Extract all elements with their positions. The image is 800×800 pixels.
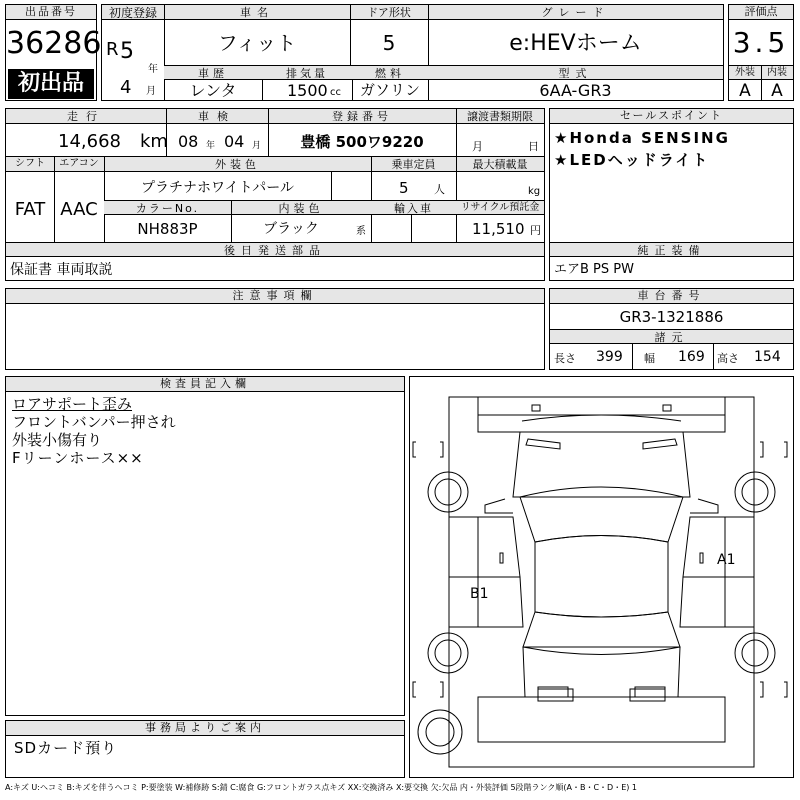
chassis-label: 車台番号 (550, 289, 793, 304)
damage-mark-a1: A1 (717, 552, 736, 568)
height: 154 (754, 349, 781, 365)
import-label: 輸入車 (394, 202, 433, 215)
first-reg-label: 初度登録 (108, 6, 157, 20)
color-code-label: カラーNo. (135, 202, 200, 215)
inspector-line-3: 外装小傷有り (12, 431, 103, 449)
fuel: ガソリン (359, 81, 420, 99)
score: 3.5 (732, 26, 790, 59)
model-label: 型式 (558, 67, 593, 80)
ac-label: エアコン (59, 158, 99, 169)
main-info-box (101, 4, 724, 101)
length-label: 長さ (554, 352, 576, 365)
car-diagram (410, 377, 793, 777)
sales-point-1: ★Honda SENSING (554, 129, 730, 147)
displacement-label: 排気量 (286, 67, 328, 80)
inspector-line-2: フロントバンパー押され (12, 413, 176, 431)
length: 399 (596, 349, 623, 365)
load-label: 最大積載量 (472, 158, 528, 171)
car-diagram-box (409, 376, 794, 778)
inspector-label: 検査員記入欄 (6, 377, 404, 392)
legend: A:キズ U:ヘコミ B:キズを伴うヘコミ P:要塗装 W:補修跡 S:錆 C:腐食 G:フロントガラス点キズ XX:交換済み X:要交換 欠:欠品 内・外装評価 5段階ランク順(A・B・C・D・E) 1 (5, 783, 638, 792)
inspector-box (5, 376, 405, 716)
dims-label: 諸元 (654, 331, 689, 344)
mileage-unit: km (140, 131, 168, 152)
insp-month: 04 (224, 132, 245, 151)
notes-box (5, 288, 545, 370)
mileage: 14,668 (58, 131, 121, 152)
inspector-line-1: ロアサポート歪み (12, 395, 133, 413)
office-label: 事務局よりご案内 (6, 721, 404, 736)
grade-label: グレード (541, 6, 610, 19)
model: 6AA-GR3 (539, 81, 612, 100)
sales-box (549, 108, 794, 281)
history-label: 車歴 (198, 67, 228, 80)
door-count: 5 (382, 31, 396, 55)
parts-label: 後日発送部品 (224, 244, 326, 257)
lot-label: 出品番号 (6, 5, 96, 20)
color-label: 外装色 (215, 158, 260, 171)
name-label: 車名 (240, 6, 274, 19)
recycle-unit: 円 (530, 224, 541, 237)
ext-label: 外装 (735, 67, 755, 78)
history: レンタ (189, 81, 237, 100)
score-label: 評価点 (729, 5, 793, 20)
reg-year: 5 (120, 39, 134, 64)
sales-point-2: ★LEDヘッドライト (554, 151, 710, 169)
shift: FAT (14, 199, 46, 220)
insp-year: 08 (178, 132, 199, 151)
car-name: フィット (217, 31, 297, 55)
year-unit: 年 (148, 64, 158, 75)
plate-label: 登録番号 (332, 110, 392, 123)
equip-label: 純正装備 (637, 244, 706, 257)
office-box (5, 720, 405, 778)
damage-mark-b1: B1 (470, 586, 489, 602)
chassis-box (549, 288, 794, 370)
ext-grade: A (739, 81, 751, 101)
int-color-unit: 系 (356, 226, 366, 237)
fuel-label: 燃料 (375, 67, 405, 80)
ac: AAC (60, 199, 98, 220)
inspector-line-4: Fリーンホース×× (12, 449, 144, 467)
plate-number: 豊橋 500ワ9220 (300, 133, 424, 151)
era: R (106, 39, 119, 60)
recycle-label: リサイクル預託金 (460, 202, 540, 213)
recycle: 11,510 (472, 220, 525, 238)
load-unit: kg (528, 186, 541, 197)
detail-box (5, 108, 545, 281)
shift-label: シフト (15, 158, 45, 169)
int-color: ブラック (263, 221, 319, 237)
seats-unit: 人 (434, 183, 445, 196)
door-label: ドア形状 (367, 6, 411, 19)
lot-number: 36286 (6, 26, 102, 61)
width: 169 (678, 349, 705, 365)
int-label: 内装 (767, 67, 787, 78)
sales-label: セールスポイント (550, 109, 793, 124)
mileage-label: 走行 (67, 110, 105, 123)
reg-month: 4 (120, 77, 132, 98)
office-value: SDカード預り (14, 739, 118, 757)
seats-label: 乗車定員 (391, 158, 436, 171)
first-listing-badge: 初出品 (8, 69, 94, 99)
equip-value: エアB PS PW (554, 262, 634, 277)
parts-value: 保証書 車両取説 (10, 262, 113, 278)
seats: 5 (399, 179, 409, 197)
exterior-color: プラチナホワイトパール (140, 180, 295, 196)
insp-year-unit: 年 (206, 141, 216, 151)
color-code: NH883P (137, 220, 198, 238)
int-color-label: 内装色 (278, 202, 324, 215)
displacement-unit: cc (330, 87, 341, 98)
grade: e:HEVホーム (509, 31, 642, 56)
lot-box (5, 4, 102, 101)
score-box (728, 4, 794, 101)
transfer-label: 譲渡書類期限 (467, 110, 533, 123)
transfer-month: 月 (472, 140, 483, 153)
month-unit: 月 (146, 86, 156, 97)
chassis-number: GR3-1321886 (619, 308, 724, 326)
transfer-day: 日 (528, 140, 539, 153)
inspection-label: 車検 (198, 110, 236, 123)
height-label: 高さ (717, 352, 739, 365)
insp-month-unit: 月 (252, 141, 262, 151)
notes-label: 注意事項欄 (6, 289, 544, 304)
displacement: 1500 (287, 81, 328, 100)
width-label: 幅 (644, 352, 655, 365)
int-grade: A (771, 81, 783, 101)
